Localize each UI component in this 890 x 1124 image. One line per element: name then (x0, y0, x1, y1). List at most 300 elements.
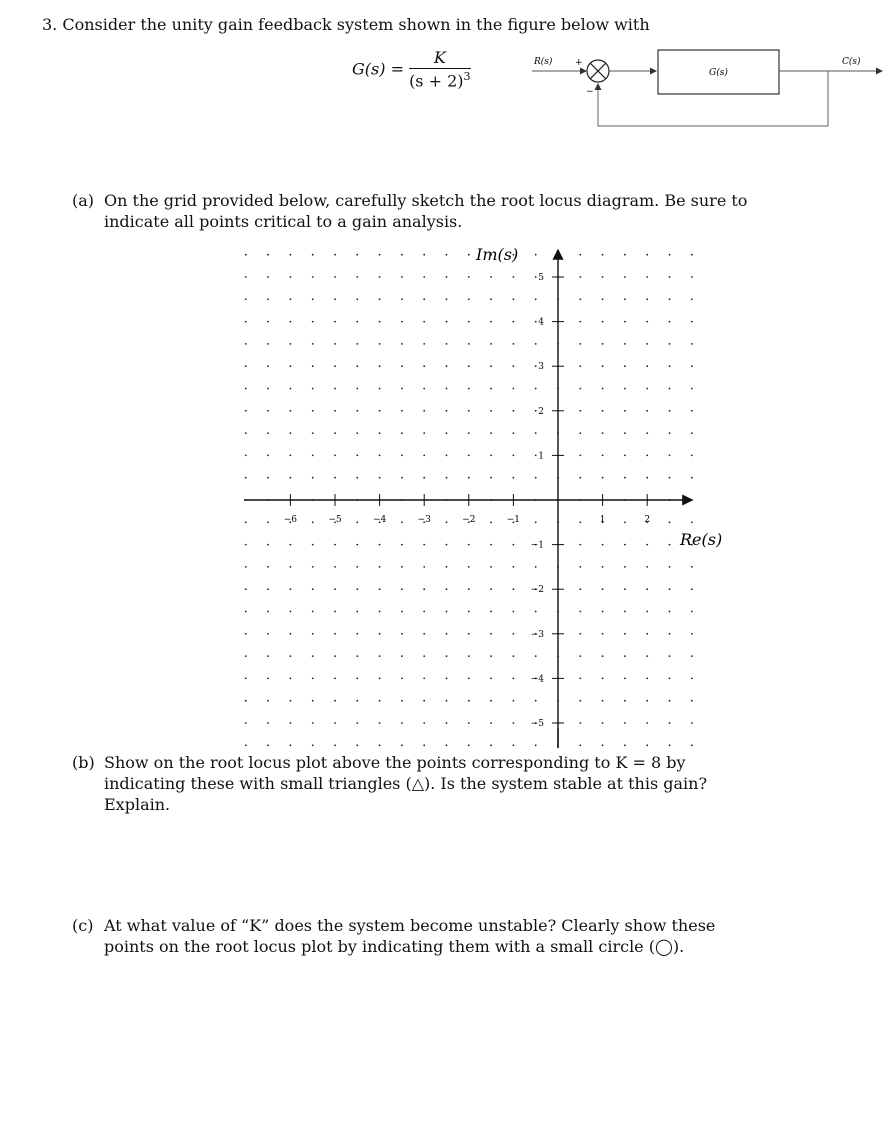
grid-dot (290, 343, 292, 345)
grid-dot (312, 588, 314, 590)
grid-dot (669, 633, 671, 635)
grid-dot (245, 321, 247, 323)
grid-dot (602, 343, 604, 345)
grid-dot (490, 611, 492, 613)
grid-dot (446, 722, 448, 724)
grid-dot (468, 321, 470, 323)
grid-dot (669, 298, 671, 300)
grid-dot (446, 611, 448, 613)
grid-dot (669, 588, 671, 590)
grid-dot (245, 722, 247, 724)
grid-dot (691, 410, 693, 412)
grid-dot (423, 254, 425, 256)
grid-dot (446, 455, 448, 457)
grid-dot (245, 521, 247, 523)
grid-dot (624, 544, 626, 546)
grid-dot (267, 276, 269, 278)
grid-dot (669, 388, 671, 390)
grid-dot (379, 455, 381, 457)
grid-dot (535, 611, 537, 613)
question-heading (42, 14, 650, 35)
grid-dot (468, 276, 470, 278)
grid-dot (290, 700, 292, 702)
grid-dot (602, 544, 604, 546)
grid-dot (490, 566, 492, 568)
grid-dot (334, 700, 336, 702)
grid-dot (579, 254, 581, 256)
grid-dot (356, 276, 358, 278)
grid-dot (312, 521, 314, 523)
grid-dot (267, 611, 269, 613)
im-axis-label: Im(s) (476, 245, 519, 264)
grid-dot (646, 365, 648, 367)
part-a-label: (a) (72, 191, 95, 210)
grid-dot (356, 455, 358, 457)
grid-dot (379, 633, 381, 635)
grid-dot (602, 276, 604, 278)
grid-dot (423, 276, 425, 278)
grid-dot (579, 588, 581, 590)
grid-dot (356, 521, 358, 523)
grid-dot (691, 700, 693, 702)
grid-dot (267, 477, 269, 479)
part-a-text: On the grid provided below, carefully sketch the root locus diagram. Be sure to indicate all points critical to a gain analysis. (104, 191, 748, 231)
grid-dot (513, 544, 515, 546)
grid-dot (312, 722, 314, 724)
grid-dot (334, 544, 336, 546)
plus-sign: + (575, 58, 583, 68)
grid-dot (401, 611, 403, 613)
grid-dot (624, 566, 626, 568)
grid-dot (267, 343, 269, 345)
grid-dot (379, 298, 381, 300)
grid-dot (646, 744, 648, 746)
grid-dot (245, 388, 247, 390)
grid-dot (513, 276, 515, 278)
grid-dot (290, 611, 292, 613)
grid-dot (423, 388, 425, 390)
grid-dot (513, 655, 515, 657)
part-c-text: At what value of “K” does the system become unstable? Clearly show these points on the root locus plot by indicating them with a small circle (◯). (104, 916, 716, 956)
grid-dot (423, 321, 425, 323)
grid-dot (290, 477, 292, 479)
grid-dot (312, 432, 314, 434)
grid-dot (624, 365, 626, 367)
grid-dot (535, 343, 537, 345)
grid-dot (356, 655, 358, 657)
grid-dot (602, 321, 604, 323)
grid-dot (646, 611, 648, 613)
grid-dot (401, 633, 403, 635)
im-tick-label: −3 (530, 629, 544, 640)
grid-dot (401, 544, 403, 546)
grid-dot (290, 744, 292, 746)
grid-dot (312, 678, 314, 680)
grid-dot (624, 588, 626, 590)
grid-dot (334, 678, 336, 680)
grid-dot (691, 744, 693, 746)
grid-dot (245, 611, 247, 613)
grid-dot (468, 298, 470, 300)
grid-dot (624, 633, 626, 635)
grid-dot (312, 655, 314, 657)
grid-dot (334, 633, 336, 635)
grid-dot (356, 700, 358, 702)
grid-dot (290, 388, 292, 390)
grid-dot (513, 722, 515, 724)
grid-dot (356, 321, 358, 323)
grid-dot (691, 521, 693, 523)
grid-dot (490, 410, 492, 412)
grid-dot (513, 432, 515, 434)
grid-dot (490, 477, 492, 479)
grid-dot (579, 298, 581, 300)
grid-dot (446, 343, 448, 345)
grid-dot (446, 588, 448, 590)
grid-dot (691, 611, 693, 613)
question-text: Consider the unity gain feedback system shown in the figure below with (62, 15, 650, 34)
grid-dot (602, 566, 604, 568)
grid-dot (490, 298, 492, 300)
transfer-function (352, 48, 471, 90)
grid-dot (290, 432, 292, 434)
grid-dot (290, 254, 292, 256)
grid-dot (646, 388, 648, 390)
grid-dot (691, 388, 693, 390)
grid-dot (312, 298, 314, 300)
grid-dot (356, 343, 358, 345)
grid-dot (490, 455, 492, 457)
grid-dot (423, 588, 425, 590)
grid-dot (535, 410, 537, 412)
grid-dot (401, 455, 403, 457)
grid-dot (267, 544, 269, 546)
grid-dot (401, 321, 403, 323)
grid-dot (490, 365, 492, 367)
grid-dot (334, 655, 336, 657)
grid-dot (468, 722, 470, 724)
grid-dot (602, 477, 604, 479)
grid-dot (669, 722, 671, 724)
grid-dot (669, 544, 671, 546)
grid-dot (535, 477, 537, 479)
grid-dot (513, 477, 515, 479)
grid-dot (579, 388, 581, 390)
grid-dot (423, 477, 425, 479)
grid-dot (691, 343, 693, 345)
grid-dot (446, 298, 448, 300)
grid-dot (312, 388, 314, 390)
grid-dot (423, 744, 425, 746)
grid-dot (379, 410, 381, 412)
grid-dot (446, 566, 448, 568)
grid-dot (401, 410, 403, 412)
grid-dot (334, 298, 336, 300)
grid-dot (446, 521, 448, 523)
grid-dot (624, 298, 626, 300)
grid-dot (513, 321, 515, 323)
grid-dot (423, 544, 425, 546)
grid-dot (334, 254, 336, 256)
grid-dot (379, 611, 381, 613)
grid-dot (312, 321, 314, 323)
im-tick-label: 5 (538, 273, 544, 283)
grid-dot (646, 321, 648, 323)
grid-dot (401, 722, 403, 724)
grid-dot (468, 655, 470, 657)
grid-dot (490, 388, 492, 390)
grid-dot (245, 276, 247, 278)
grid-dot (669, 655, 671, 657)
grid-dot (446, 633, 448, 635)
grid-dot (624, 678, 626, 680)
grid-dot (646, 343, 648, 345)
grid-dot (602, 298, 604, 300)
grid-dot (401, 566, 403, 568)
grid-dot (691, 365, 693, 367)
grid-dot (535, 298, 537, 300)
grid-dot (401, 700, 403, 702)
formula-exponent: 3 (463, 70, 471, 83)
grid-dot (579, 276, 581, 278)
grid-dot (290, 544, 292, 546)
grid-dot (379, 566, 381, 568)
part-b-label: (b) (72, 753, 95, 772)
grid-dot (379, 276, 381, 278)
grid-dot (267, 521, 269, 523)
grid-dot (423, 678, 425, 680)
grid-dot (312, 744, 314, 746)
grid-dot (513, 410, 515, 412)
block-label: G(s) (709, 68, 728, 78)
re-tick-label: −6 (283, 515, 298, 525)
grid-dot (356, 254, 358, 256)
grid-dot (356, 678, 358, 680)
grid-dot (646, 298, 648, 300)
grid-dot (267, 321, 269, 323)
grid-dot (356, 611, 358, 613)
grid-dot (579, 544, 581, 546)
grid-dot (267, 744, 269, 746)
grid-dot (490, 321, 492, 323)
minus-sign: − (586, 87, 594, 97)
im-tick-label: −2 (530, 585, 544, 596)
grid-dot (446, 744, 448, 746)
grid-dot (490, 655, 492, 657)
grid-dot (401, 388, 403, 390)
grid-dot (267, 566, 269, 568)
grid-dot (267, 254, 269, 256)
grid-dot (423, 633, 425, 635)
grid-dot (267, 365, 269, 367)
grid-dot (624, 700, 626, 702)
grid-dot (312, 455, 314, 457)
grid-dot (602, 700, 604, 702)
grid-dot (535, 276, 537, 278)
grid-dot (624, 722, 626, 724)
grid-dot (245, 254, 247, 256)
grid-dot (379, 678, 381, 680)
grid-dot (669, 611, 671, 613)
grid-dot (379, 365, 381, 367)
grid-dot (691, 633, 693, 635)
grid-dot (356, 298, 358, 300)
grid-dot (245, 432, 247, 434)
root-locus-grid[interactable] (230, 240, 740, 755)
grid-dot (356, 722, 358, 724)
grid-dot (423, 566, 425, 568)
grid-dot (535, 455, 537, 457)
grid-dot (669, 276, 671, 278)
grid-dot (624, 655, 626, 657)
grid-dot (624, 611, 626, 613)
re-tick-label: −4 (372, 515, 387, 525)
grid-dot (579, 521, 581, 523)
grid-dot (535, 700, 537, 702)
grid-dot (691, 477, 693, 479)
grid-dot (379, 700, 381, 702)
grid-dot (646, 722, 648, 724)
grid-dot (646, 678, 648, 680)
grid-dot (356, 410, 358, 412)
grid-dot (312, 611, 314, 613)
grid-dot (646, 655, 648, 657)
grid-dot (379, 722, 381, 724)
grid-dot (579, 722, 581, 724)
grid-dot (379, 588, 381, 590)
grid-dot (334, 343, 336, 345)
grid-dot (513, 611, 515, 613)
grid-dot (579, 700, 581, 702)
grid-dot (290, 633, 292, 635)
grid-dot (379, 321, 381, 323)
im-tick-label: −5 (530, 719, 544, 729)
grid-dot (579, 432, 581, 434)
grid-dot (423, 298, 425, 300)
formula-denominator (409, 69, 470, 90)
grid-dot (312, 365, 314, 367)
grid-dot (468, 254, 470, 256)
grid-dot (446, 678, 448, 680)
output-label: C(s) (842, 57, 861, 67)
grid-dot (379, 544, 381, 546)
grid-dot (535, 655, 537, 657)
grid-dot (423, 365, 425, 367)
grid-dot (446, 700, 448, 702)
grid-dot (401, 655, 403, 657)
grid-dot (490, 722, 492, 724)
re-tick-label: −2 (462, 515, 476, 525)
grid-dot (646, 566, 648, 568)
grid-dot (624, 343, 626, 345)
re-tick-label: 2 (644, 515, 651, 525)
formula-numerator: K (409, 48, 470, 69)
grid-dot (691, 678, 693, 680)
grid-dot (535, 566, 537, 568)
grid-dot (669, 700, 671, 702)
grid-dot (446, 477, 448, 479)
grid-dot (535, 254, 537, 256)
grid-dot (579, 633, 581, 635)
grid-dot (513, 455, 515, 457)
grid-dot (468, 432, 470, 434)
grid-dot (267, 455, 269, 457)
grid-dot (691, 722, 693, 724)
grid-dot (356, 477, 358, 479)
grid-dot (646, 700, 648, 702)
grid-dot (646, 254, 648, 256)
grid-dot (602, 365, 604, 367)
plot-axes (244, 250, 692, 748)
grid-dot (646, 633, 648, 635)
grid-dot (602, 611, 604, 613)
grid-dot (691, 432, 693, 434)
grid-dot (691, 566, 693, 568)
part-c (72, 915, 772, 959)
grid-dot (356, 633, 358, 635)
grid-dot (312, 410, 314, 412)
grid-dot (602, 254, 604, 256)
input-label: R(s) (534, 57, 553, 67)
grid-dot (490, 343, 492, 345)
grid-dot (267, 298, 269, 300)
grid-dot (334, 388, 336, 390)
grid-dot (669, 343, 671, 345)
grid-dot (312, 477, 314, 479)
grid-dot (379, 388, 381, 390)
grid-dot (356, 588, 358, 590)
grid-dot (334, 365, 336, 367)
part-b (72, 752, 772, 814)
im-tick-label: −4 (530, 674, 544, 685)
im-tick-label: 3 (538, 362, 544, 373)
grid-dot (513, 365, 515, 367)
grid-dot (579, 343, 581, 345)
re-tick-label: −1 (506, 515, 521, 525)
grid-dot (245, 544, 247, 546)
grid-dot (691, 254, 693, 256)
grid-dot (312, 544, 314, 546)
grid-dot (579, 477, 581, 479)
grid-dot (579, 566, 581, 568)
grid-dot (401, 343, 403, 345)
grid-dot (646, 410, 648, 412)
grid-dot (579, 365, 581, 367)
question-number: 3. (42, 15, 58, 34)
grid-dot (669, 321, 671, 323)
grid-dot (423, 611, 425, 613)
grid-dot (468, 588, 470, 590)
grid-dot (446, 388, 448, 390)
grid-dot (669, 410, 671, 412)
grid-dot (267, 722, 269, 724)
grid-dot (513, 388, 515, 390)
part-c-label: (c) (72, 916, 94, 935)
grid-dot (602, 722, 604, 724)
grid-dot (468, 410, 470, 412)
grid-dot (267, 633, 269, 635)
block-diagram (520, 44, 890, 134)
grid-dot (245, 298, 247, 300)
grid-dot (579, 410, 581, 412)
grid-dot (602, 455, 604, 457)
grid-dot (624, 477, 626, 479)
grid-dot (334, 321, 336, 323)
grid-dot (379, 254, 381, 256)
grid-dot (356, 744, 358, 746)
grid-dot (691, 321, 693, 323)
grid-dot (646, 477, 648, 479)
